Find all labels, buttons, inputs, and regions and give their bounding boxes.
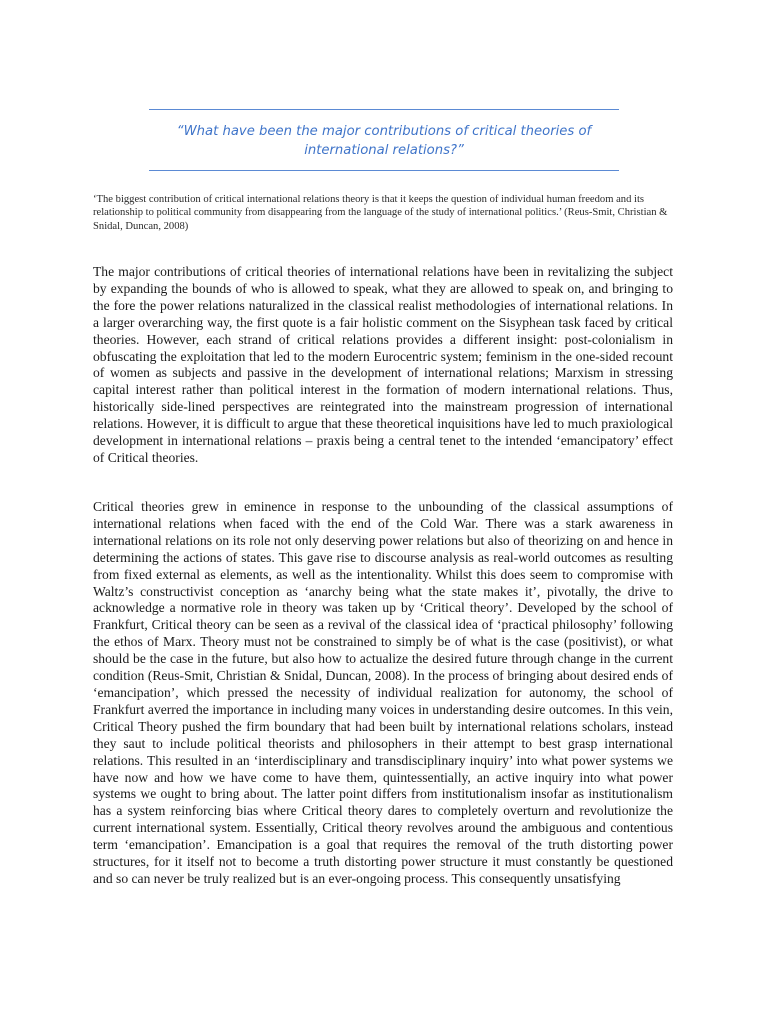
title-bottom-rule	[149, 170, 619, 171]
body-paragraph-2: Critical theories grew in eminence in response to the unbounding of the classical assumptions of international relations when faced with the end of the Cold War. There was a stark awareness in international relations on its role not only deserving power relations but also of theorizing on and hence in determining the actions of states. This gave rise to discourse analysis as real-world outcomes as resulting from fixed external as elements, as well as the intentionality. Whilst this does seem to compromise with Waltz’s constructivist conception as ‘anarchy being what the state makes it’, pivotally, the drive to acknowledge a normative role in theory was taken up by ‘Critical theory’. Developed by the school of Frankfurt, Critical theory can be seen as a revival of the classical idea of ‘practical philosophy’ following the ethos of Marx. Theory must not be constrained to simply be of what is the case (positivist), or what should be the case in the future, but also how to actualize the desired future through change in the current condition (Reus-Smit, Christian & Snidal, Duncan, 2008). In the process of bringing about desired ends of ‘emancipation’, which pressed the necessity of individual realization for autonomy, the school of Frankfurt averred the importance in including many voices in understanding desire outcomes. In this vein, Critical Theory pushed the firm boundary that had been built by international relations scholars, instead they saut to include political theorists and philosophers in their attempt to best grasp international relations. This resulted in an ‘interdisciplinary and transdisciplinary inquiry’ into what power systems we have now and how we have come to have them, quintessentially, an active inquiry into what power systems we ought to bring about. The latter point differs from institutionalism insofar as institutionalism has a system reinforcing bias where Critical theory dares to completely overturn and revolutionize the current international system. Essentially, Critical theory revolves around the ambiguous and contentious term ‘emancipation’. Emancipation is a goal that requires the removal of the truth distorting power structures, for it itself not to become a truth distorting power structure it must constantly be questioned and so can never be truly realized but is an ever-ongoing process. This consequently unsatisfying	[93, 499, 673, 886]
epigraph-quote: ‘The biggest contribution of critical international relations theory is that it keeps the question of individual human freedom and its relationship to political community from disappearing from the language of the study of international politics.’ (Reus-Smit, Christian & Snidal, Duncan, 2008)	[93, 194, 668, 232]
essay-title: “What have been the major contributions of critical theories of international relations?”	[176, 124, 592, 158]
title-top-rule	[149, 109, 619, 110]
body-paragraph-1: The major contributions of critical theories of international relations have been in revitalizing the subject by expanding the bounds of who is allowed to speak, what they are allowed to speak on, and bringing to the fore the power relations naturalized in the classical realist methodologies of international relations. In a larger overarching way, the first quote is a fair holistic comment on the Sisyphean task faced by critical theories. However, each strand of critical relations provides a different insight: post-colonialism in obfuscating the exploitation that led to the modern Eurocentric system; feminism in the one-sided recount of women as subjects and passive in the development of international relations; Marxism in stressing capital interest rather than political interest in the formation of modern international relations. Thus, historically side-lined perspectives are reintegrated into the mainstream progression of international relations. However, it is difficult to argue that these theoretical inquisitions have led to much praxiological development in international relations – praxis being a central tenet to the intended ‘emancipatory’ effect of Critical theories.	[93, 264, 673, 465]
